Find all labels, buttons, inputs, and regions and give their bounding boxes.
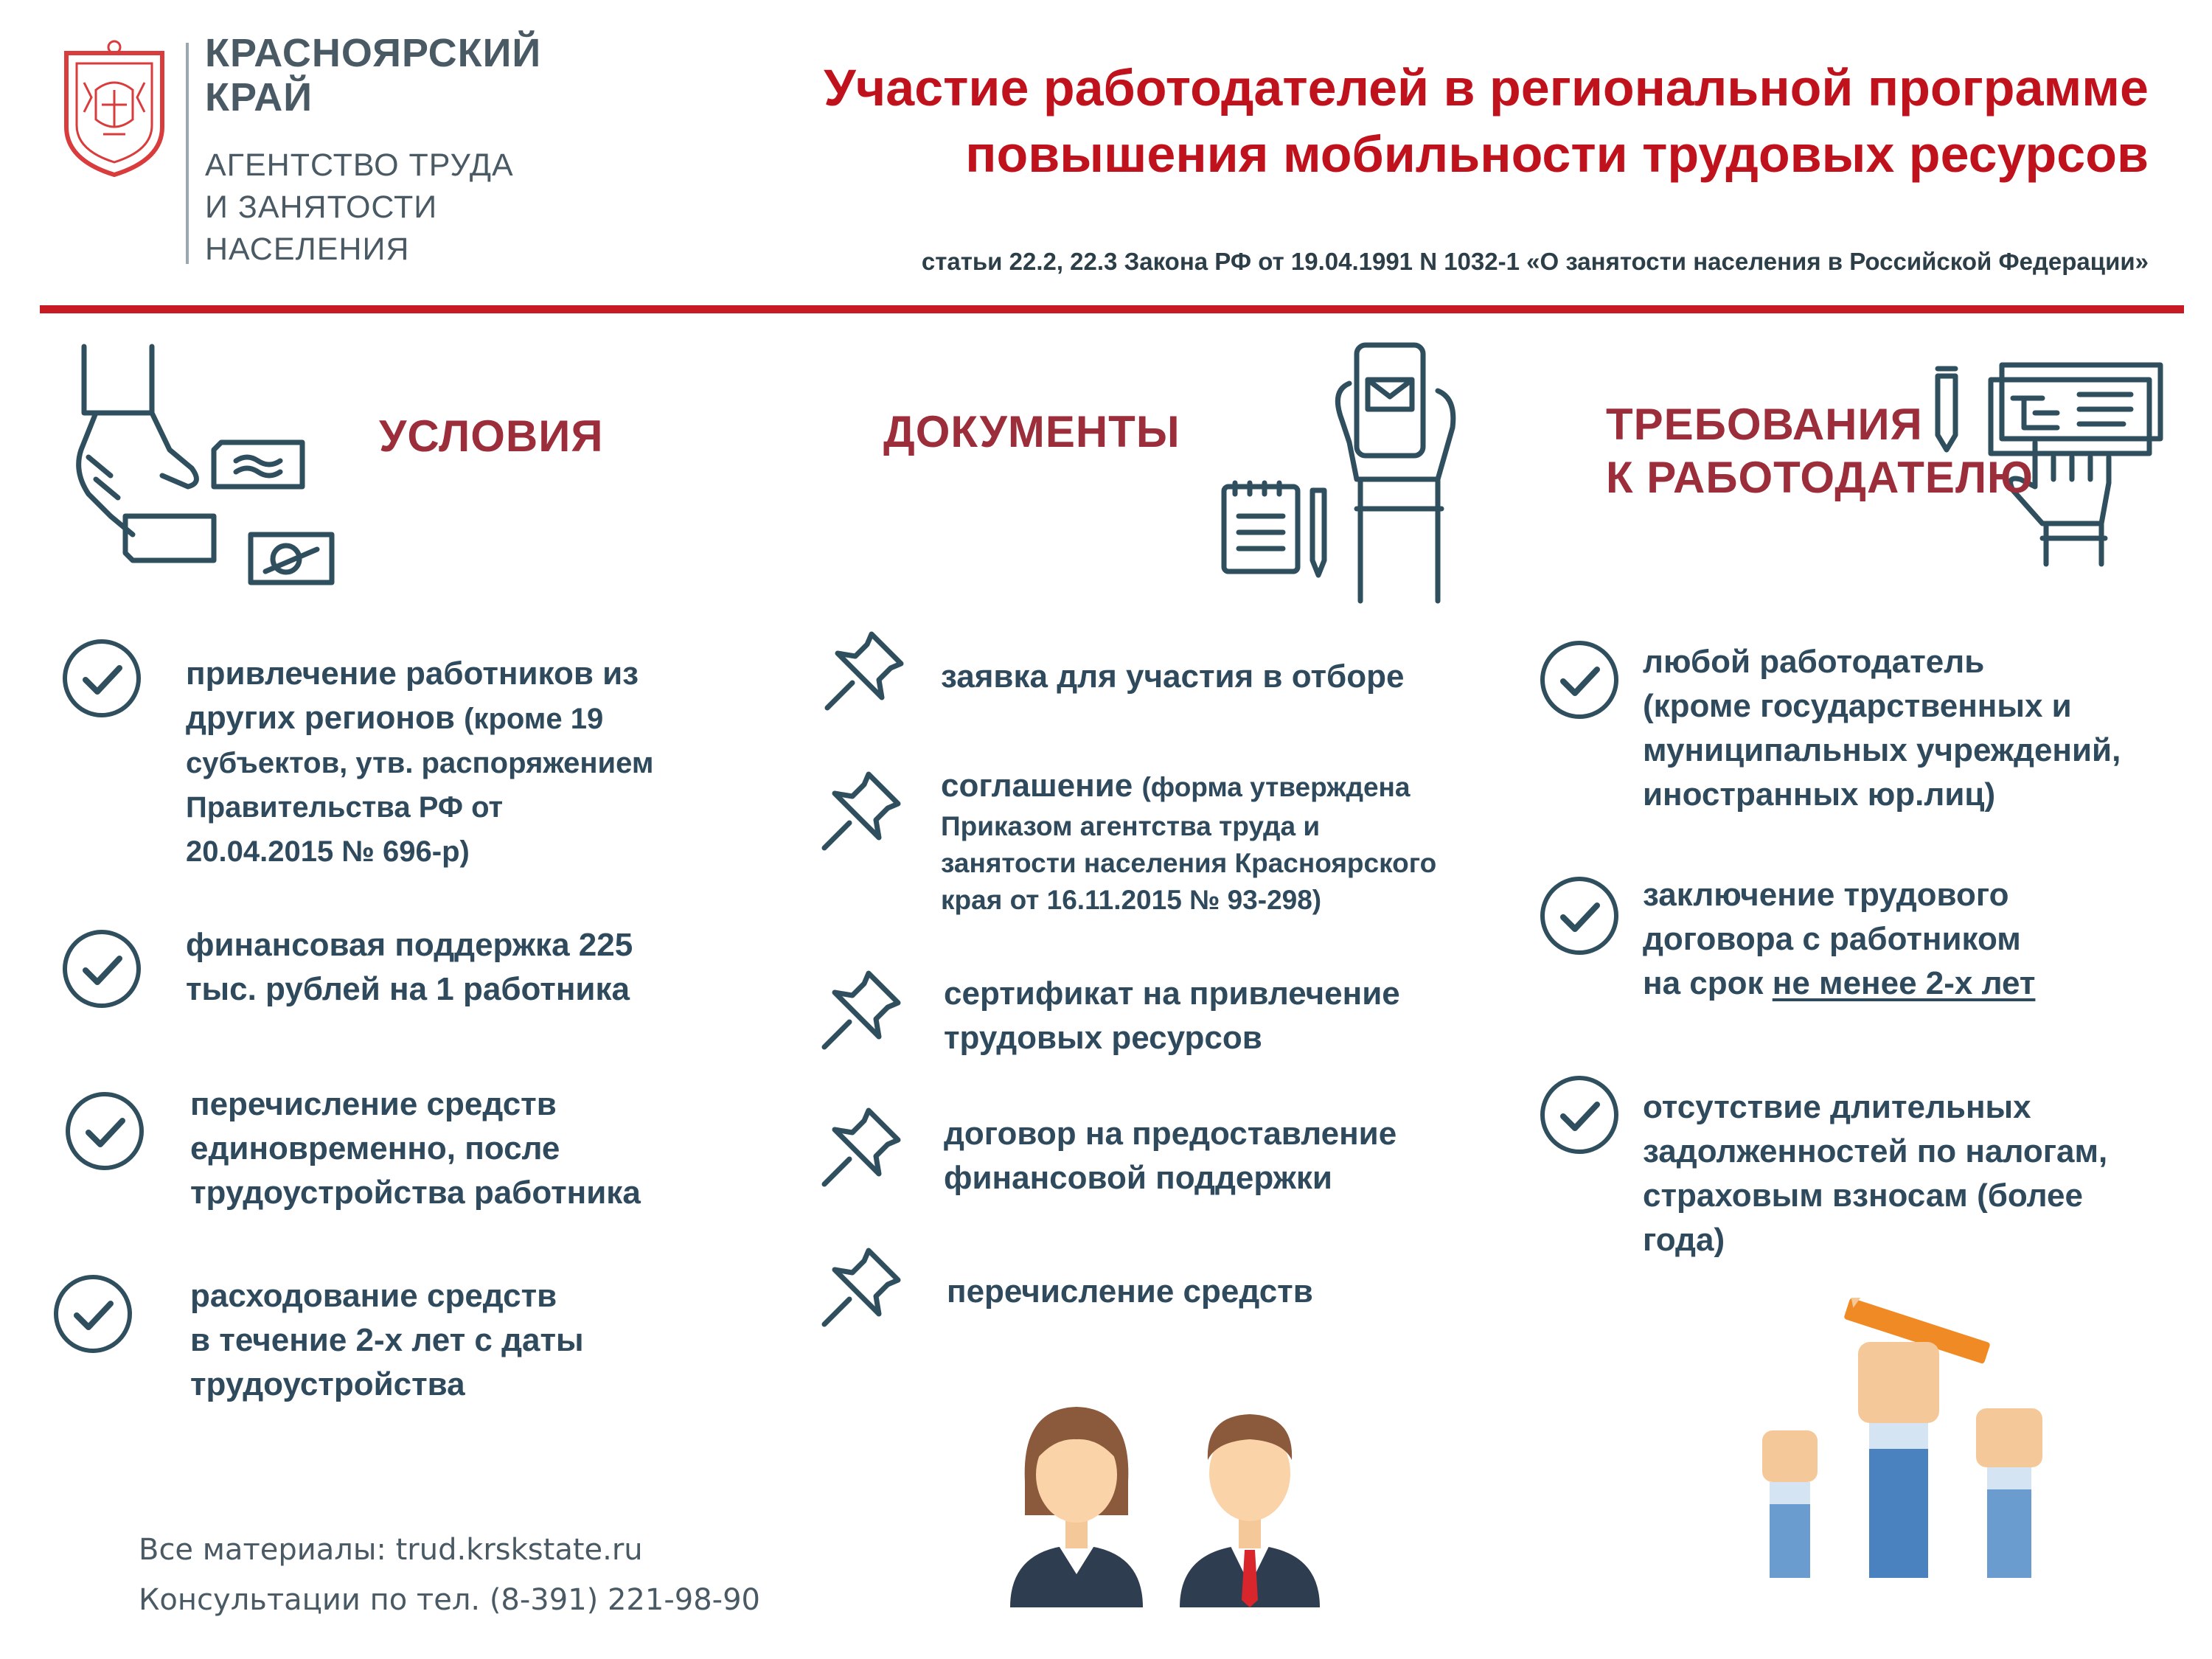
- requirement-text-line: (кроме государственных и: [1643, 688, 2072, 724]
- raised-hands-pencil-icon: [1762, 1298, 2072, 1578]
- push-pin-icon: [817, 1243, 905, 1332]
- condition-text-line: перечисление средств: [190, 1086, 557, 1122]
- document-text-line: трудовых ресурсов: [944, 1020, 1262, 1056]
- logo-agency-line: НАСЕЛЕНИЯ: [205, 232, 410, 267]
- requirement-text-line: любой работодатель: [1643, 644, 1985, 680]
- people-avatars-icon: [995, 1386, 1335, 1607]
- condition-text-line: расходование средств: [190, 1278, 557, 1314]
- header-divider: [40, 305, 2184, 313]
- check-circle-icon: [60, 637, 143, 720]
- condition-item-3: [190, 1082, 765, 1215]
- check-circle-icon: [52, 1273, 134, 1355]
- requirement-item-1: [1643, 640, 2188, 817]
- requirement-item-3: [1643, 1085, 2188, 1262]
- footer-website: Все материалы: trud.krskstate.ru: [139, 1533, 643, 1567]
- requirement-item-2: [1643, 873, 2188, 1006]
- logo-region-line: КРАСНОЯРСКИЙ: [205, 31, 542, 75]
- page-title: [674, 55, 2149, 187]
- condition-note: (кроме 19: [464, 703, 604, 735]
- logo-agency-line: И ЗАНЯТОСТИ: [205, 189, 438, 225]
- condition-text-line: других регионов: [186, 700, 455, 736]
- condition-text-line: тыс. рублей на 1 работника: [186, 971, 630, 1007]
- requirement-text-line: отсутствие длительных: [1643, 1089, 2031, 1125]
- document-note-line: Приказом агентства труда и: [941, 811, 1321, 841]
- document-text-line: соглашение: [941, 768, 1133, 804]
- push-pin-icon: [817, 1103, 905, 1192]
- document-text-line: перечисление средств: [947, 1273, 1313, 1310]
- requirement-text-line: заключение трудового: [1643, 877, 2009, 913]
- check-circle-icon: [60, 928, 143, 1010]
- requirement-text-line: договора с работником: [1643, 921, 2021, 957]
- requirement-text-prefix: на срок: [1643, 965, 1773, 1001]
- document-note-line: края от 16.11.2015 № 93-298): [941, 885, 1322, 915]
- condition-item-1: [186, 652, 761, 874]
- condition-text-line: финансовая поддержка 225: [186, 927, 633, 963]
- push-pin-icon: [820, 627, 908, 715]
- document-text-line: финансовой поддержки: [944, 1160, 1332, 1196]
- condition-note-line: Правительства РФ от: [186, 791, 504, 824]
- requirement-text-line: страховым взносам (более: [1643, 1178, 2083, 1214]
- hand-with-phone-icon: [1202, 339, 1475, 605]
- check-circle-icon: [1538, 639, 1621, 721]
- document-item-4: [944, 1112, 1504, 1200]
- page-title-line: Участие работодателей в региональной программе: [824, 59, 2149, 116]
- document-item-2: [941, 764, 1531, 919]
- requirement-term-emphasis: не менее 2-х лет: [1772, 965, 2036, 1001]
- page-title-line: повышения мобильности трудовых ресурсов: [965, 125, 2149, 183]
- coat-of-arms-icon: [59, 38, 170, 178]
- document-item-1: [941, 655, 1501, 699]
- footer-contacts: [139, 1525, 760, 1625]
- conditions-heading: УСЛОВИЯ: [379, 411, 604, 461]
- condition-note-line: 20.04.2015 № 696-р): [186, 835, 470, 868]
- condition-text-line: привлечение работников из: [186, 655, 639, 692]
- logo-agency-line: АГЕНТСТВО ТРУДА: [205, 147, 514, 183]
- logo-region-line: КРАЙ: [205, 75, 313, 119]
- footer-phone: Консультации по тел. (8-391) 221-98-90: [139, 1583, 760, 1617]
- check-circle-icon: [1538, 874, 1621, 957]
- requirements-heading-line: ТРЕБОВАНИЯ: [1606, 400, 1923, 449]
- hand-with-documents-icon: [66, 339, 347, 590]
- requirement-text-line: муниципальных учреждений,: [1643, 732, 2121, 768]
- requirements-heading: [1606, 398, 2034, 504]
- document-text-line: сертификат на привлечение: [944, 975, 1400, 1012]
- law-reference: статьи 22.2, 22.3 Закона РФ от 19.04.1991 N 1032-1 «О занятости населения в Российской Федерации»: [921, 248, 2149, 275]
- check-circle-icon: [63, 1090, 146, 1172]
- requirement-text-line: иностранных юр.лиц): [1643, 776, 1996, 813]
- requirements-heading-line: К РАБОТОДАТЕЛЮ: [1606, 453, 2034, 502]
- documents-heading: ДОКУМЕНТЫ: [883, 407, 1180, 456]
- check-circle-icon: [1538, 1074, 1621, 1156]
- requirement-text-line: года): [1643, 1222, 1725, 1258]
- condition-note-line: субъектов, утв. распоряжением: [186, 747, 654, 779]
- condition-item-4: [190, 1274, 765, 1407]
- condition-text-line: трудоустройства работника: [190, 1175, 641, 1211]
- push-pin-icon: [817, 966, 905, 1054]
- requirement-text-line: задолженностей по налогам,: [1643, 1133, 2108, 1169]
- condition-item-2: [186, 923, 761, 1012]
- document-note-line: занятости населения Красноярского: [941, 848, 1437, 878]
- push-pin-icon: [817, 767, 905, 855]
- logo-agency-name: [205, 145, 514, 271]
- document-text-line: договор на предоставление: [944, 1116, 1397, 1152]
- document-item-3: [944, 972, 1504, 1060]
- document-text-line: заявка для участия в отборе: [941, 658, 1405, 695]
- condition-text-line: в течение 2-х лет с даты: [190, 1322, 584, 1358]
- condition-text-line: трудоустройства: [190, 1366, 465, 1402]
- document-item-5: [947, 1270, 1507, 1314]
- condition-text-line: единовременно, после: [190, 1130, 560, 1166]
- logo-region-name: [205, 31, 541, 119]
- logo-divider: [186, 43, 189, 264]
- document-note: (форма утверждена: [1141, 772, 1411, 802]
